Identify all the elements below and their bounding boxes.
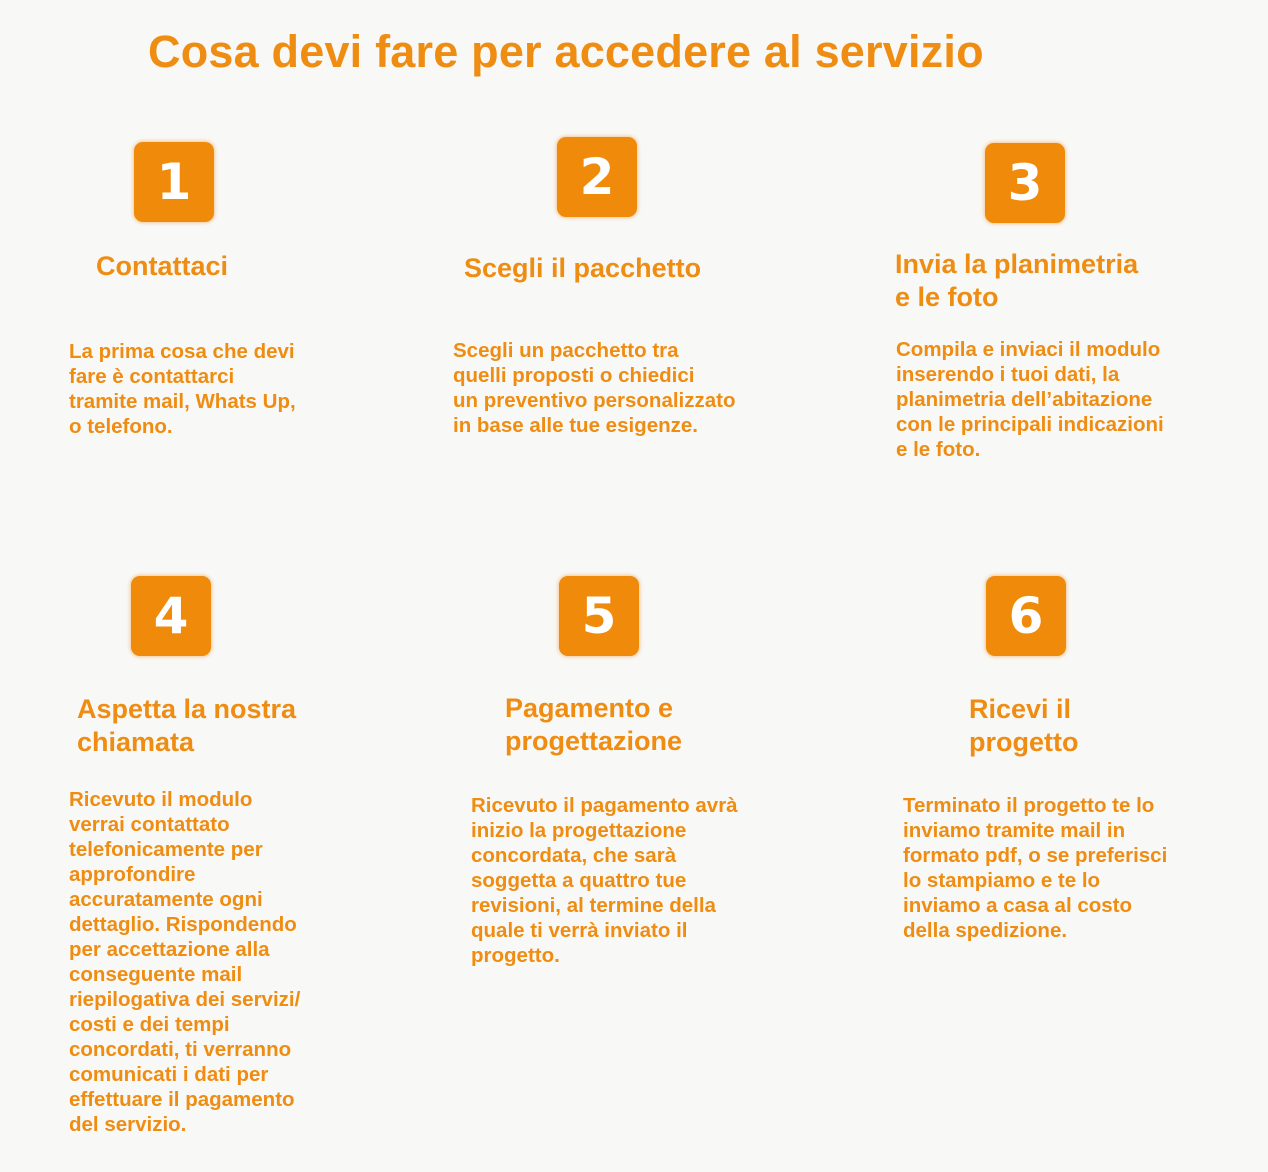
step-6-heading: Ricevi il progetto xyxy=(969,694,1079,757)
page-title: Cosa devi fare per accedere al servizio xyxy=(148,26,984,77)
step-5-number-badge: 5 xyxy=(559,576,639,656)
step-1-number-badge: 1 xyxy=(134,142,214,222)
step-6-number-badge: 6 xyxy=(986,576,1066,656)
step-4-heading: Aspetta la nostra chiamata xyxy=(77,694,297,757)
step-2-description: Scegli un pacchetto tra quelli proposti o chiedici un preventivo personalizzato in base alle tue esigenze. xyxy=(453,339,736,437)
step-6-description: Terminato il progetto te lo inviamo tramite mail in formato pdf, o se preferisci lo stampiamo e te lo inviamo a casa al costo della spedizione. xyxy=(903,794,1168,942)
step-1-description: La prima cosa che devi fare è contattarci tramite mail, Whats Up, o telefono. xyxy=(69,340,296,438)
step-3-number-badge: 3 xyxy=(985,143,1065,223)
step-2-heading: Scegli il pacchetto xyxy=(464,253,702,283)
step-5-description: Ricevuto il pagamento avrà inizio la progettazione concordata, che sarà soggetta a quattro tue revisioni, al termine della quale ti verrà inviato il progetto. xyxy=(471,794,738,967)
step-4-description: Ricevuto il modulo verrai contattato telefonicamente per approfondire accuratamente ogni dettaglio. Rispondendo per accettazione alla conseguente mail riepilogativa dei servizi/ costi e dei tempi concordati, ti verranno comunicati i dati per effettuare il pagamento del servizio. xyxy=(69,788,301,1136)
step-4-number-badge: 4 xyxy=(131,576,211,656)
step-5-heading: Pagamento e progettazione xyxy=(505,693,683,756)
step-2-number-badge: 2 xyxy=(557,137,637,217)
step-3-heading: Invia la planimetria e le foto xyxy=(895,249,1139,312)
step-3-description: Compila e inviaci il modulo inserendo i tuoi dati, la planimetria dell’abitazione con le principali indicazioni e le foto. xyxy=(896,338,1164,461)
step-1-heading: Contattaci xyxy=(96,251,229,281)
